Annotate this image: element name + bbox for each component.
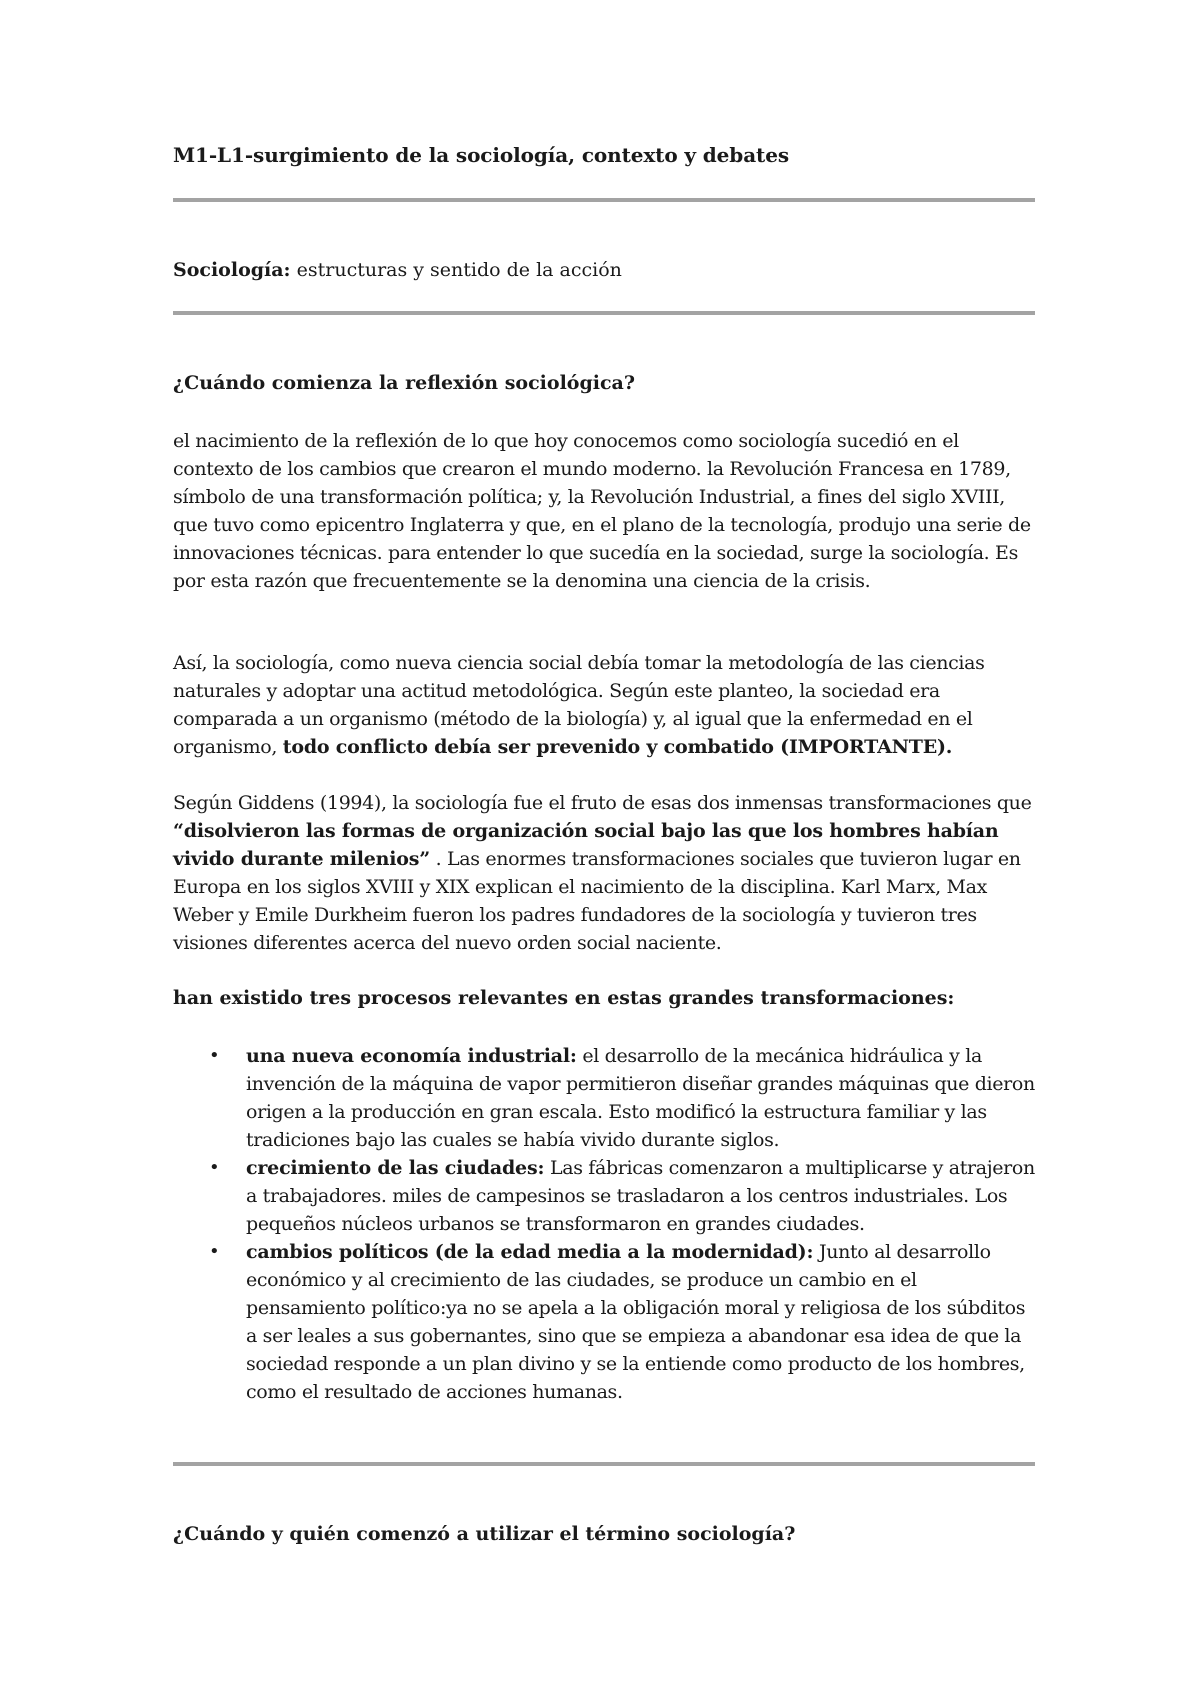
paragraph-3-text-after: . Las enormes transformaciones sociales que tuvieron lugar en Europa en los siglos XVIII y XIX explican el nacimiento de la disciplina. Karl Marx, Max Weber y Emile Durkheim fueron los padres fundadores de la sociología y tuvieron tres visiones diferentes acerca del nuevo orden social naciente. — [173, 848, 1021, 954]
list-item-label: crecimiento de las ciudades: — [246, 1157, 545, 1179]
list-item-label: cambios políticos (de la edad media a la modernidad): — [246, 1241, 814, 1263]
paragraph-3-text-before: Según Giddens (1994), la sociología fue el fruto de esas dos inmensas transformaciones que — [173, 792, 1032, 814]
subtitle-label: Sociología: — [173, 259, 291, 281]
paragraph-1: el nacimiento de la reflexión de lo que hoy conocemos como sociología sucedió en el contexto de los cambios que crearon el mundo moderno. la Revolución Francesa en 1789, símbolo de una transformación política; y, la Revolución Industrial, a fines del siglo XVIII, que tuvo como epicentro Inglaterra y que, en el plano de la tecnología, produjo una serie de innovaciones técnicas. para entender lo que sucedía en la sociedad, surge la sociología. Es por esta razón que frecuentemente se la denomina una ciencia de la crisis. — [173, 430, 1031, 592]
horizontal-rule — [173, 198, 1035, 202]
list-item-text: Junto al desarrollo económico y al crecimiento de las ciudades, se produce un cambio en el pensamiento político:ya no se apela a la obligación moral y religiosa de los súbditos a ser leales a sus gobernantes, sino que se empieza a abandonar esa idea de que la sociedad responde a un plan divino y se la entiende como producto de los hombres, como el resultado de acciones humanas. — [246, 1241, 1026, 1403]
process-list — [173, 1042, 1035, 1406]
list-item-text: el desarrollo de la mecánica hidráulica y la invención de la máquina de vapor permitieron diseñar grandes máquinas que dieron origen a la producción en gran escala. Esto modificó la estructura familiar y las tradiciones bajo las cuales se había vivido durante siglos. — [246, 1045, 1035, 1151]
list-item — [173, 1154, 1035, 1238]
document-subtitle — [173, 259, 622, 281]
bullet-icon: • — [209, 1045, 220, 1066]
bullet-icon: • — [209, 1241, 220, 1262]
subtitle-text: estructuras y sentido de la acción — [290, 259, 622, 281]
paragraph-2-text: Así, la sociología, como nueva ciencia social debía tomar la metodología de las ciencias naturales y adoptar una actitud metodológica. Según este planteo, la sociedad era comparada a un organismo (método de la biología) y, al igual que la enfermedad en el organismo, — [173, 652, 985, 758]
section-heading: ¿Cuándo y quién comenzó a utilizar el término sociología? — [173, 1523, 796, 1545]
paragraph-2 — [173, 649, 1035, 761]
paragraph-3-quote: “disolvieron las formas de organización social bajo las que los hombres habían vivido durante milenios” — [173, 820, 999, 870]
horizontal-rule — [173, 311, 1035, 315]
paragraph-2-emphasis: todo conflicto debía ser prevenido y combatido (IMPORTANTE). — [282, 736, 953, 758]
list-item — [173, 1238, 1035, 1406]
horizontal-rule — [173, 1462, 1035, 1466]
paragraph-3 — [173, 789, 1035, 957]
list-item-text: Las fábricas comenzaron a multiplicarse y atrajeron a trabajadores. miles de campesinos se trasladaron a los centros industriales. Los pequeños núcleos urbanos se transformaron en grandes ciudades. — [246, 1157, 1035, 1235]
list-item — [173, 1042, 1035, 1154]
section-heading: ¿Cuándo comienza la reflexión sociológica? — [173, 372, 635, 394]
list-heading: han existido tres procesos relevantes en estas grandes transformaciones: — [173, 987, 955, 1009]
list-item-label: una nueva economía industrial: — [246, 1045, 577, 1067]
bullet-icon: • — [209, 1157, 220, 1178]
document-title: M1-L1-surgimiento de la sociología, contexto y debates — [173, 143, 789, 167]
